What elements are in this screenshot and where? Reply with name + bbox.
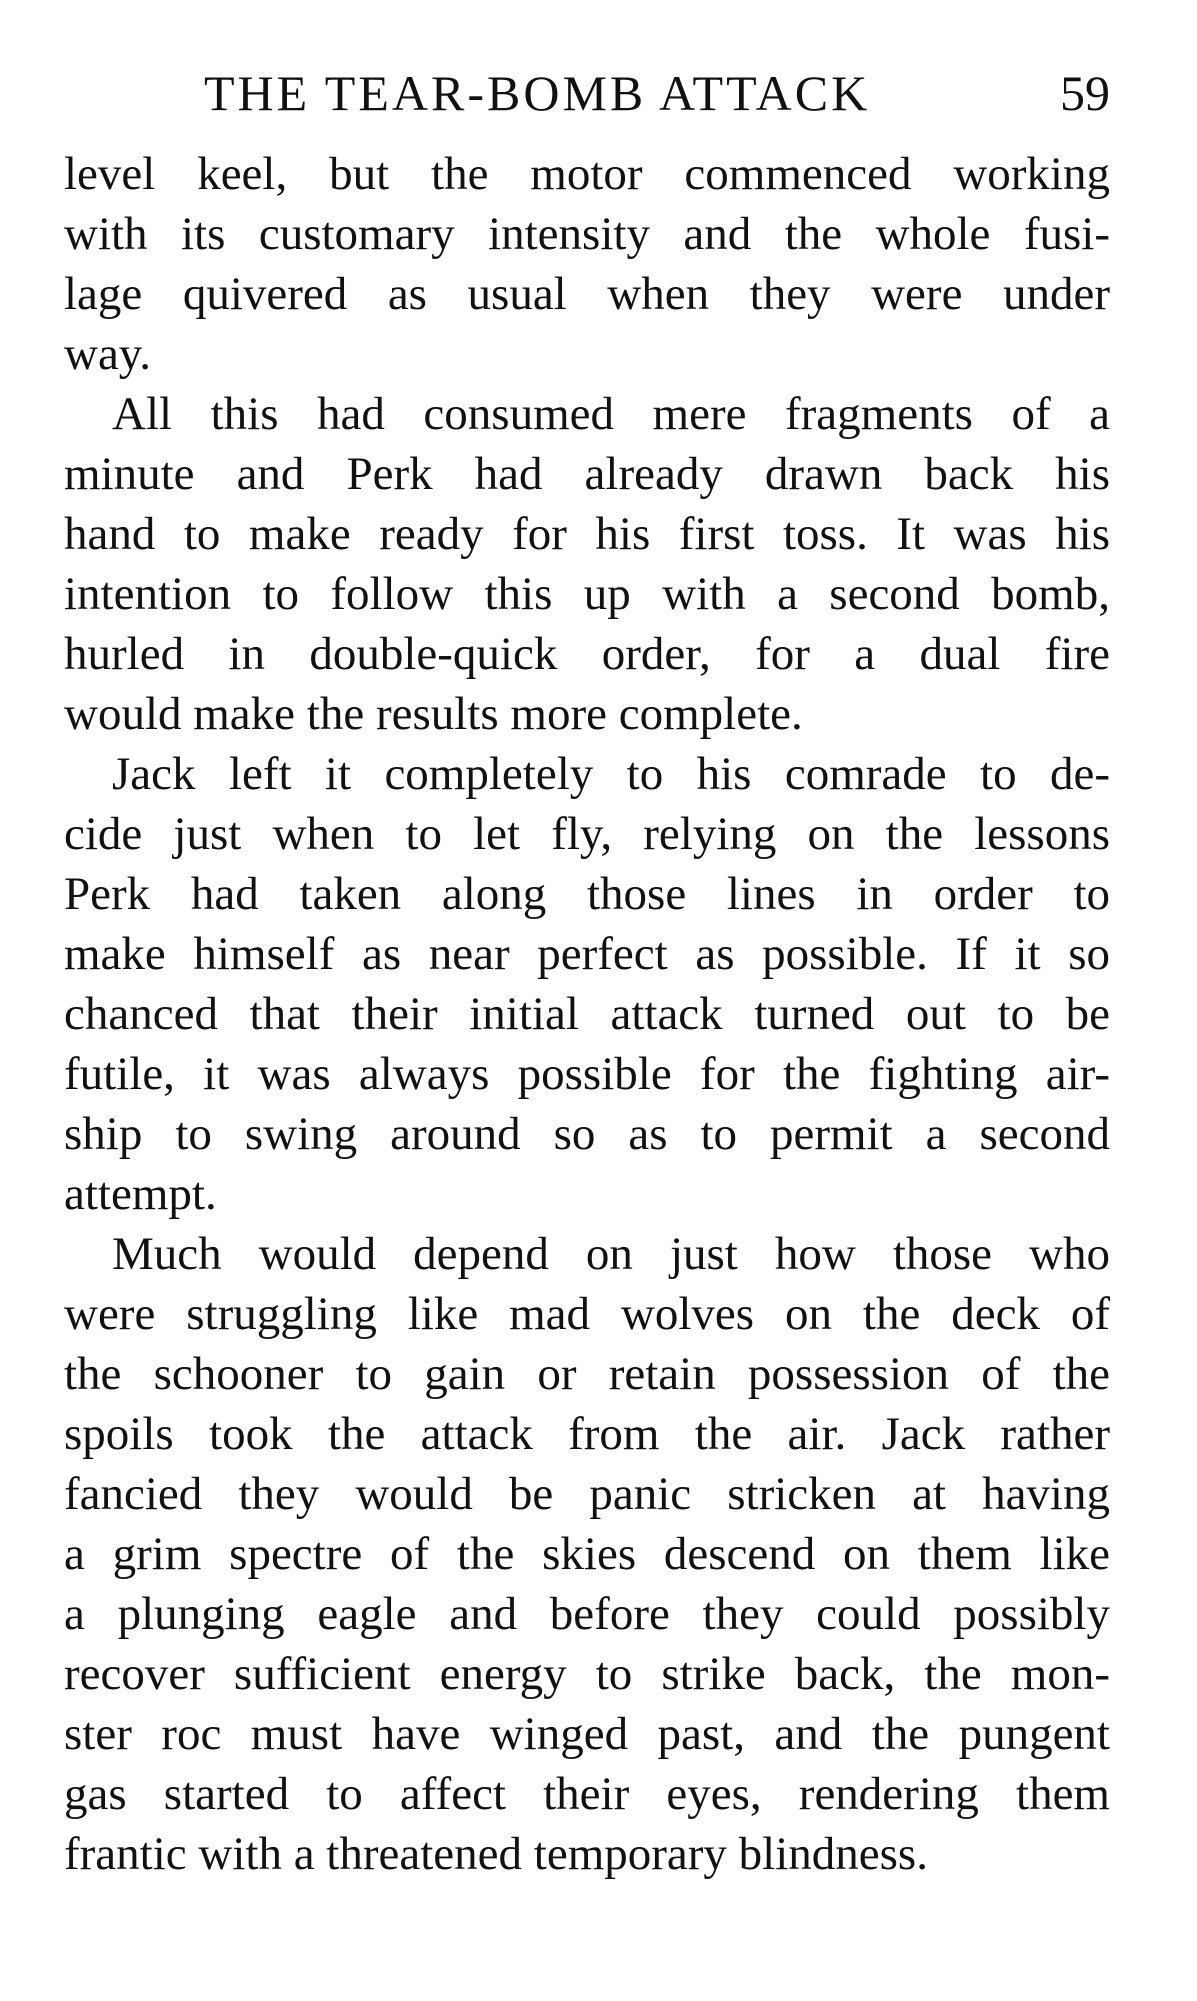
text-line: All this had consumed mere fragments of a	[112, 388, 1110, 440]
text-line: with its customary intensity and the whole fusi-	[64, 208, 1110, 260]
text-line: hurled in double-quick order, for a dual fire	[64, 628, 1110, 680]
page-number: 59	[1060, 65, 1110, 121]
text-line: ster roc must have winged past, and the pungent	[64, 1708, 1110, 1760]
text-line: lage quivered as usual when they were under	[64, 268, 1110, 320]
text-line: ship to swing around so as to permit a second	[64, 1108, 1110, 1160]
text-line: recover sufficient energy to strike back, the mon-	[64, 1648, 1110, 1700]
text-line: gas started to affect their eyes, rendering them	[64, 1768, 1110, 1820]
text-line: attempt.	[64, 1168, 217, 1220]
text-line: minute and Perk had already drawn back his	[64, 448, 1110, 500]
text-line: level keel, but the motor commenced working	[64, 148, 1110, 200]
text-line: spoils took the attack from the air. Jack rather	[64, 1408, 1110, 1460]
text-line: cide just when to let fly, relying on the lessons	[64, 808, 1110, 860]
paragraph	[64, 744, 1110, 1224]
running-title: THE TEAR-BOMB ATTACK	[204, 65, 871, 121]
text-line: intention to follow this up with a second bomb,	[64, 568, 1110, 620]
text-line: make himself as near perfect as possible. If it so	[64, 928, 1110, 980]
text-line: the schooner to gain or retain possession of the	[64, 1348, 1110, 1400]
paragraph	[64, 384, 1110, 744]
text-line: a plunging eagle and before they could possibly	[64, 1588, 1110, 1640]
text-line: hand to make ready for his first toss. It was his	[64, 508, 1110, 560]
text-line: Much would depend on just how those who	[112, 1228, 1110, 1280]
text-line: fancied they would be panic stricken at having	[64, 1468, 1110, 1520]
body-text	[64, 144, 1110, 1884]
text-line: futile, it was always possible for the fighting air-	[64, 1048, 1110, 1100]
paragraph	[64, 1224, 1110, 1884]
running-head	[64, 58, 1110, 128]
paragraph	[64, 144, 1110, 384]
text-line: Jack left it completely to his comrade to de-	[112, 748, 1110, 800]
text-line: were struggling like mad wolves on the deck of	[64, 1288, 1110, 1340]
text-line: a grim spectre of the skies descend on them like	[64, 1528, 1110, 1580]
text-line: Perk had taken along those lines in order to	[64, 868, 1110, 920]
text-line: would make the results more complete.	[64, 688, 803, 740]
text-line: frantic with a threatened temporary blindness.	[64, 1828, 928, 1880]
text-line: way.	[64, 328, 152, 380]
text-line: chanced that their initial attack turned out to be	[64, 988, 1110, 1040]
